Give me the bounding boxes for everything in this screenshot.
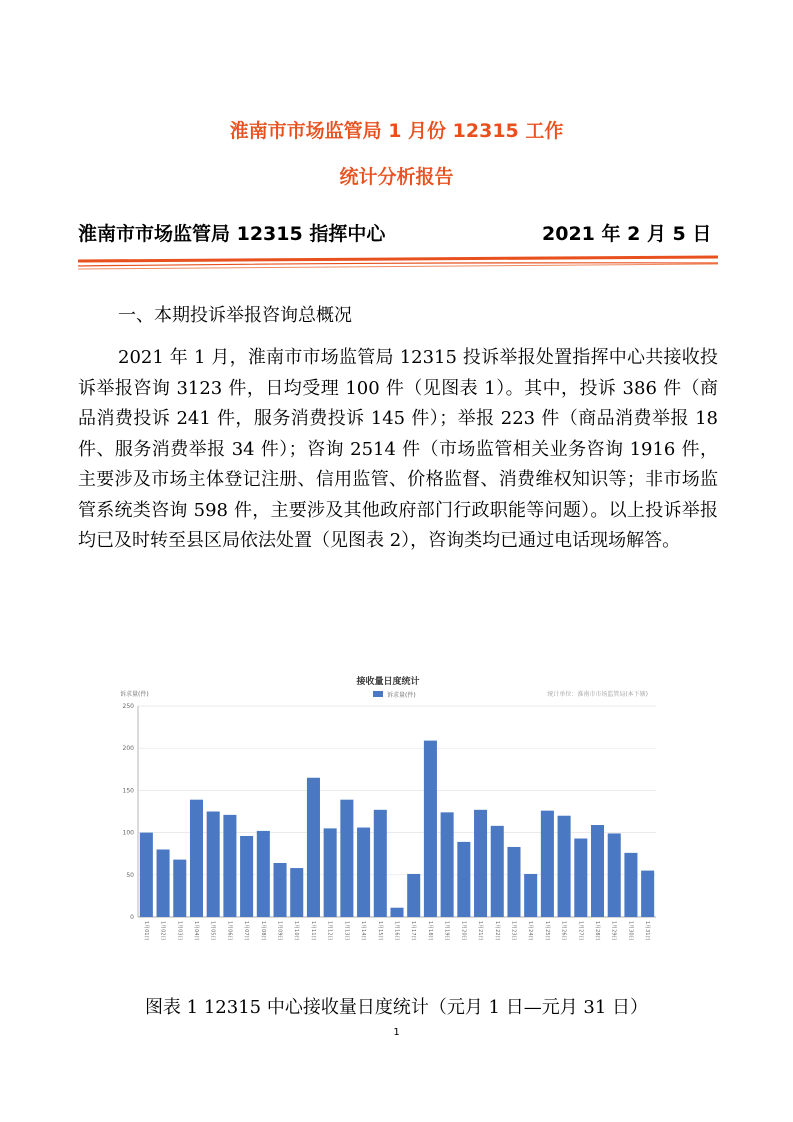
issuer: 淮南市市场监管局 12315 指挥中心: [78, 223, 386, 245]
legend-swatch: [373, 691, 383, 697]
summary-text: 2021 年 1 月，淮南市市场监管局 12315 投诉举报处置指挥中心共接收投诉举报咨询 3123 件，日均受理 100 件（见图表 1）。其中，投诉 386 件（商品消费投诉 241 件，服务消费投诉 145 件）；举报 223 件（商品消费举报 18 件、服务消费举报 34 件）；咨询 2514 件（市场监管相关业务咨询 1916 件，主要涉及市场主体登记注册、信用监管、价格监督、消费维权知识等；非市场监管系统类咨询 598 件，主要涉及其他政府部门行政职能等问题）。以上投诉举报均已及时转至县区局依法处置（见图表 2），咨询类均已通过电话现场解答。: [78, 347, 718, 551]
x-tick-label: 1月17日: [410, 921, 417, 941]
y-tick-label: 50: [126, 871, 134, 879]
x-tick-label: 1月13日: [343, 921, 350, 941]
bar: [424, 741, 437, 917]
bar: [407, 874, 420, 917]
bar: [223, 815, 236, 917]
bar: [324, 828, 337, 917]
x-tick-label: 1月15日: [376, 921, 383, 941]
x-tick-label: 1月11日: [309, 921, 316, 941]
bar: [441, 812, 454, 917]
bar: [507, 847, 520, 917]
x-tick-label: 1月10日: [293, 921, 300, 941]
y-tick-label: 200: [122, 745, 134, 753]
bar: [574, 839, 587, 917]
x-tick-label: 1月18日: [426, 921, 433, 941]
bar: [340, 800, 353, 917]
x-tick-label: 1月30日: [627, 921, 634, 941]
summary-paragraph: [78, 343, 718, 557]
x-tick-label: 1月22日: [493, 921, 500, 941]
x-tick-label: 1月16日: [393, 921, 400, 941]
x-tick-label: 1月23日: [510, 921, 517, 941]
bar: [591, 825, 604, 917]
x-tick-label: 1月28日: [594, 921, 601, 941]
bar: [491, 826, 504, 917]
x-tick-label: 1月08日: [259, 921, 266, 941]
x-tick-label: 1月27日: [577, 921, 584, 941]
x-tick-label: 1月12日: [326, 921, 333, 941]
figure-caption: 图表 1 12315 中心接收量日度统计（元月 1 日—元月 31 日）: [144, 997, 649, 1018]
bar: [190, 800, 203, 917]
bar: [624, 853, 637, 917]
bar: [274, 863, 287, 917]
legend-label: 诉求量(件): [387, 692, 416, 699]
y-axis-label: 诉求量(件): [120, 691, 149, 698]
bar: [173, 860, 186, 917]
bar: [541, 811, 554, 917]
bar: [307, 778, 320, 917]
x-tick-label: 1月04日: [192, 921, 199, 941]
x-tick-label: 1月03日: [176, 921, 183, 941]
bar: [257, 831, 270, 917]
x-tick-label: 1月26日: [560, 921, 567, 941]
bar: [608, 833, 621, 917]
x-tick-label: 1月09日: [276, 921, 283, 941]
page-number: 1: [393, 1027, 400, 1038]
bar: [290, 868, 303, 917]
report-title-line1: 淮南市市场监管局 1 月份 12315 工作: [229, 120, 564, 142]
section-heading: 一、本期投诉举报咨询总概况: [118, 305, 352, 326]
bar: [157, 849, 170, 917]
x-tick-label: 1月29日: [610, 921, 617, 941]
x-tick-label: 1月31日: [644, 921, 651, 941]
x-tick-label: 1月07日: [243, 921, 250, 941]
bar: [390, 908, 403, 917]
chart-title: 接收量日度统计: [356, 677, 420, 687]
bar: [357, 828, 370, 917]
bar: [207, 812, 220, 918]
y-tick-label: 0: [130, 914, 134, 921]
x-tick-label: 1月20日: [460, 921, 467, 941]
bar: [140, 833, 153, 917]
x-tick-label: 1月02日: [159, 921, 166, 941]
bar: [524, 874, 537, 917]
bar: [558, 816, 571, 917]
y-tick-label: 100: [122, 829, 134, 837]
header-rule: [78, 251, 718, 273]
report-date: 2021 年 2 月 5 日: [542, 223, 712, 245]
bar: [240, 836, 253, 917]
y-tick-label: 150: [122, 787, 134, 795]
daily-volume-chart: [108, 672, 668, 952]
chart-note: 统计单位：淮南市市场监管局(本下辖): [547, 691, 648, 698]
x-tick-label: 1月05日: [209, 921, 216, 941]
x-tick-label: 1月25日: [543, 921, 550, 941]
bar: [374, 810, 387, 917]
x-tick-label: 1月24日: [527, 921, 534, 941]
bar: [474, 810, 487, 917]
x-tick-label: 1月06日: [226, 921, 233, 941]
x-tick-label: 1月01日: [142, 921, 149, 941]
x-tick-label: 1月21日: [477, 921, 484, 941]
y-tick-label: 250: [122, 703, 134, 710]
bar: [641, 871, 654, 917]
x-tick-label: 1月19日: [443, 921, 450, 941]
x-tick-label: 1月14日: [360, 921, 367, 941]
bar: [457, 842, 470, 917]
report-title-line2: 统计分析报告: [339, 166, 454, 188]
